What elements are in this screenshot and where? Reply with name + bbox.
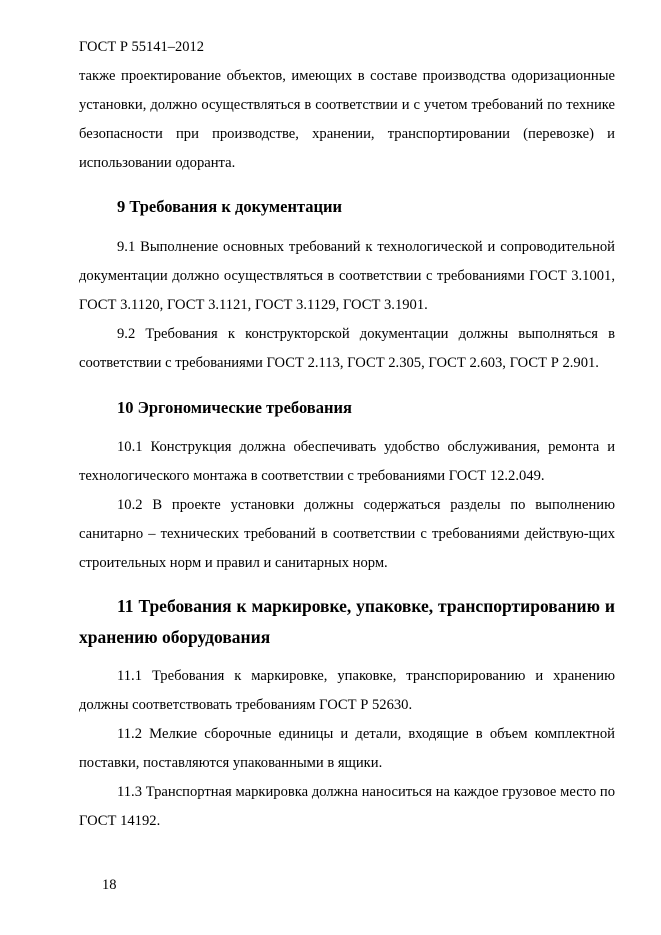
section-11-title: 11 Требования к маркировке, упаковке, транспортированию и хранению оборудования — [79, 596, 615, 647]
page-number: 18 — [102, 877, 117, 893]
document-header: ГОСТ Р 55141–2012 — [79, 39, 205, 55]
document-body — [79, 62, 615, 836]
section-10-1-paragraph: 10.1 Конструкция должна обеспечивать удобство обслуживания, ремонта и технологического монтажа в соответствии с требованиями ГОСТ 12.2.049. — [79, 439, 615, 484]
section-11-2-paragraph: 11.2 Мелкие сборочные единицы и детали, входящие в объем комплектной поставки, поставляются упакованными в ящики. — [79, 726, 615, 771]
section-10-2-paragraph: 10.2 В проекте установки должны содержаться разделы по выполнению санитарно – технических требований в соответствии с требованиями действую-щих строительных норм и правил и санитарных норм. — [79, 497, 615, 571]
section-9-2-paragraph: 9.2 Требования к конструкторской документации должны выполняться в соответствии с требованиями ГОСТ 2.113, ГОСТ 2.305, ГОСТ 2.603, ГОСТ Р 2.901. — [79, 326, 615, 371]
section-11-1-paragraph: 11.1 Требования к маркировке, упаковке, транспорированию и хранению должны соответствовать требованиям ГОСТ Р 52630. — [79, 668, 615, 713]
section-9-1-paragraph: 9.1 Выполнение основных требований к технологической и сопроводительной документации должно осуществляться в соответствии с требованиями ГОСТ 3.1001, ГОСТ 3.1120, ГОСТ 3.1121, ГОСТ 3.1129, ГОСТ 3.1901. — [79, 239, 615, 313]
section-9-title: 9 Требования к документации — [117, 197, 343, 216]
section-11-3-paragraph: 11.3 Транспортная маркировка должна наноситься на каждое грузовое место по ГОСТ 14192. — [79, 784, 615, 829]
intro-paragraph: также проектирование объектов, имеющих в составе производства одоризационные установки, должно осуществляться в соответствии и с учетом требований по технике безопасности при производстве, хранении, транспортировании (перевозке) и использовании одоранта. — [79, 68, 615, 171]
section-10-title: 10 Эргономические требования — [117, 398, 352, 417]
